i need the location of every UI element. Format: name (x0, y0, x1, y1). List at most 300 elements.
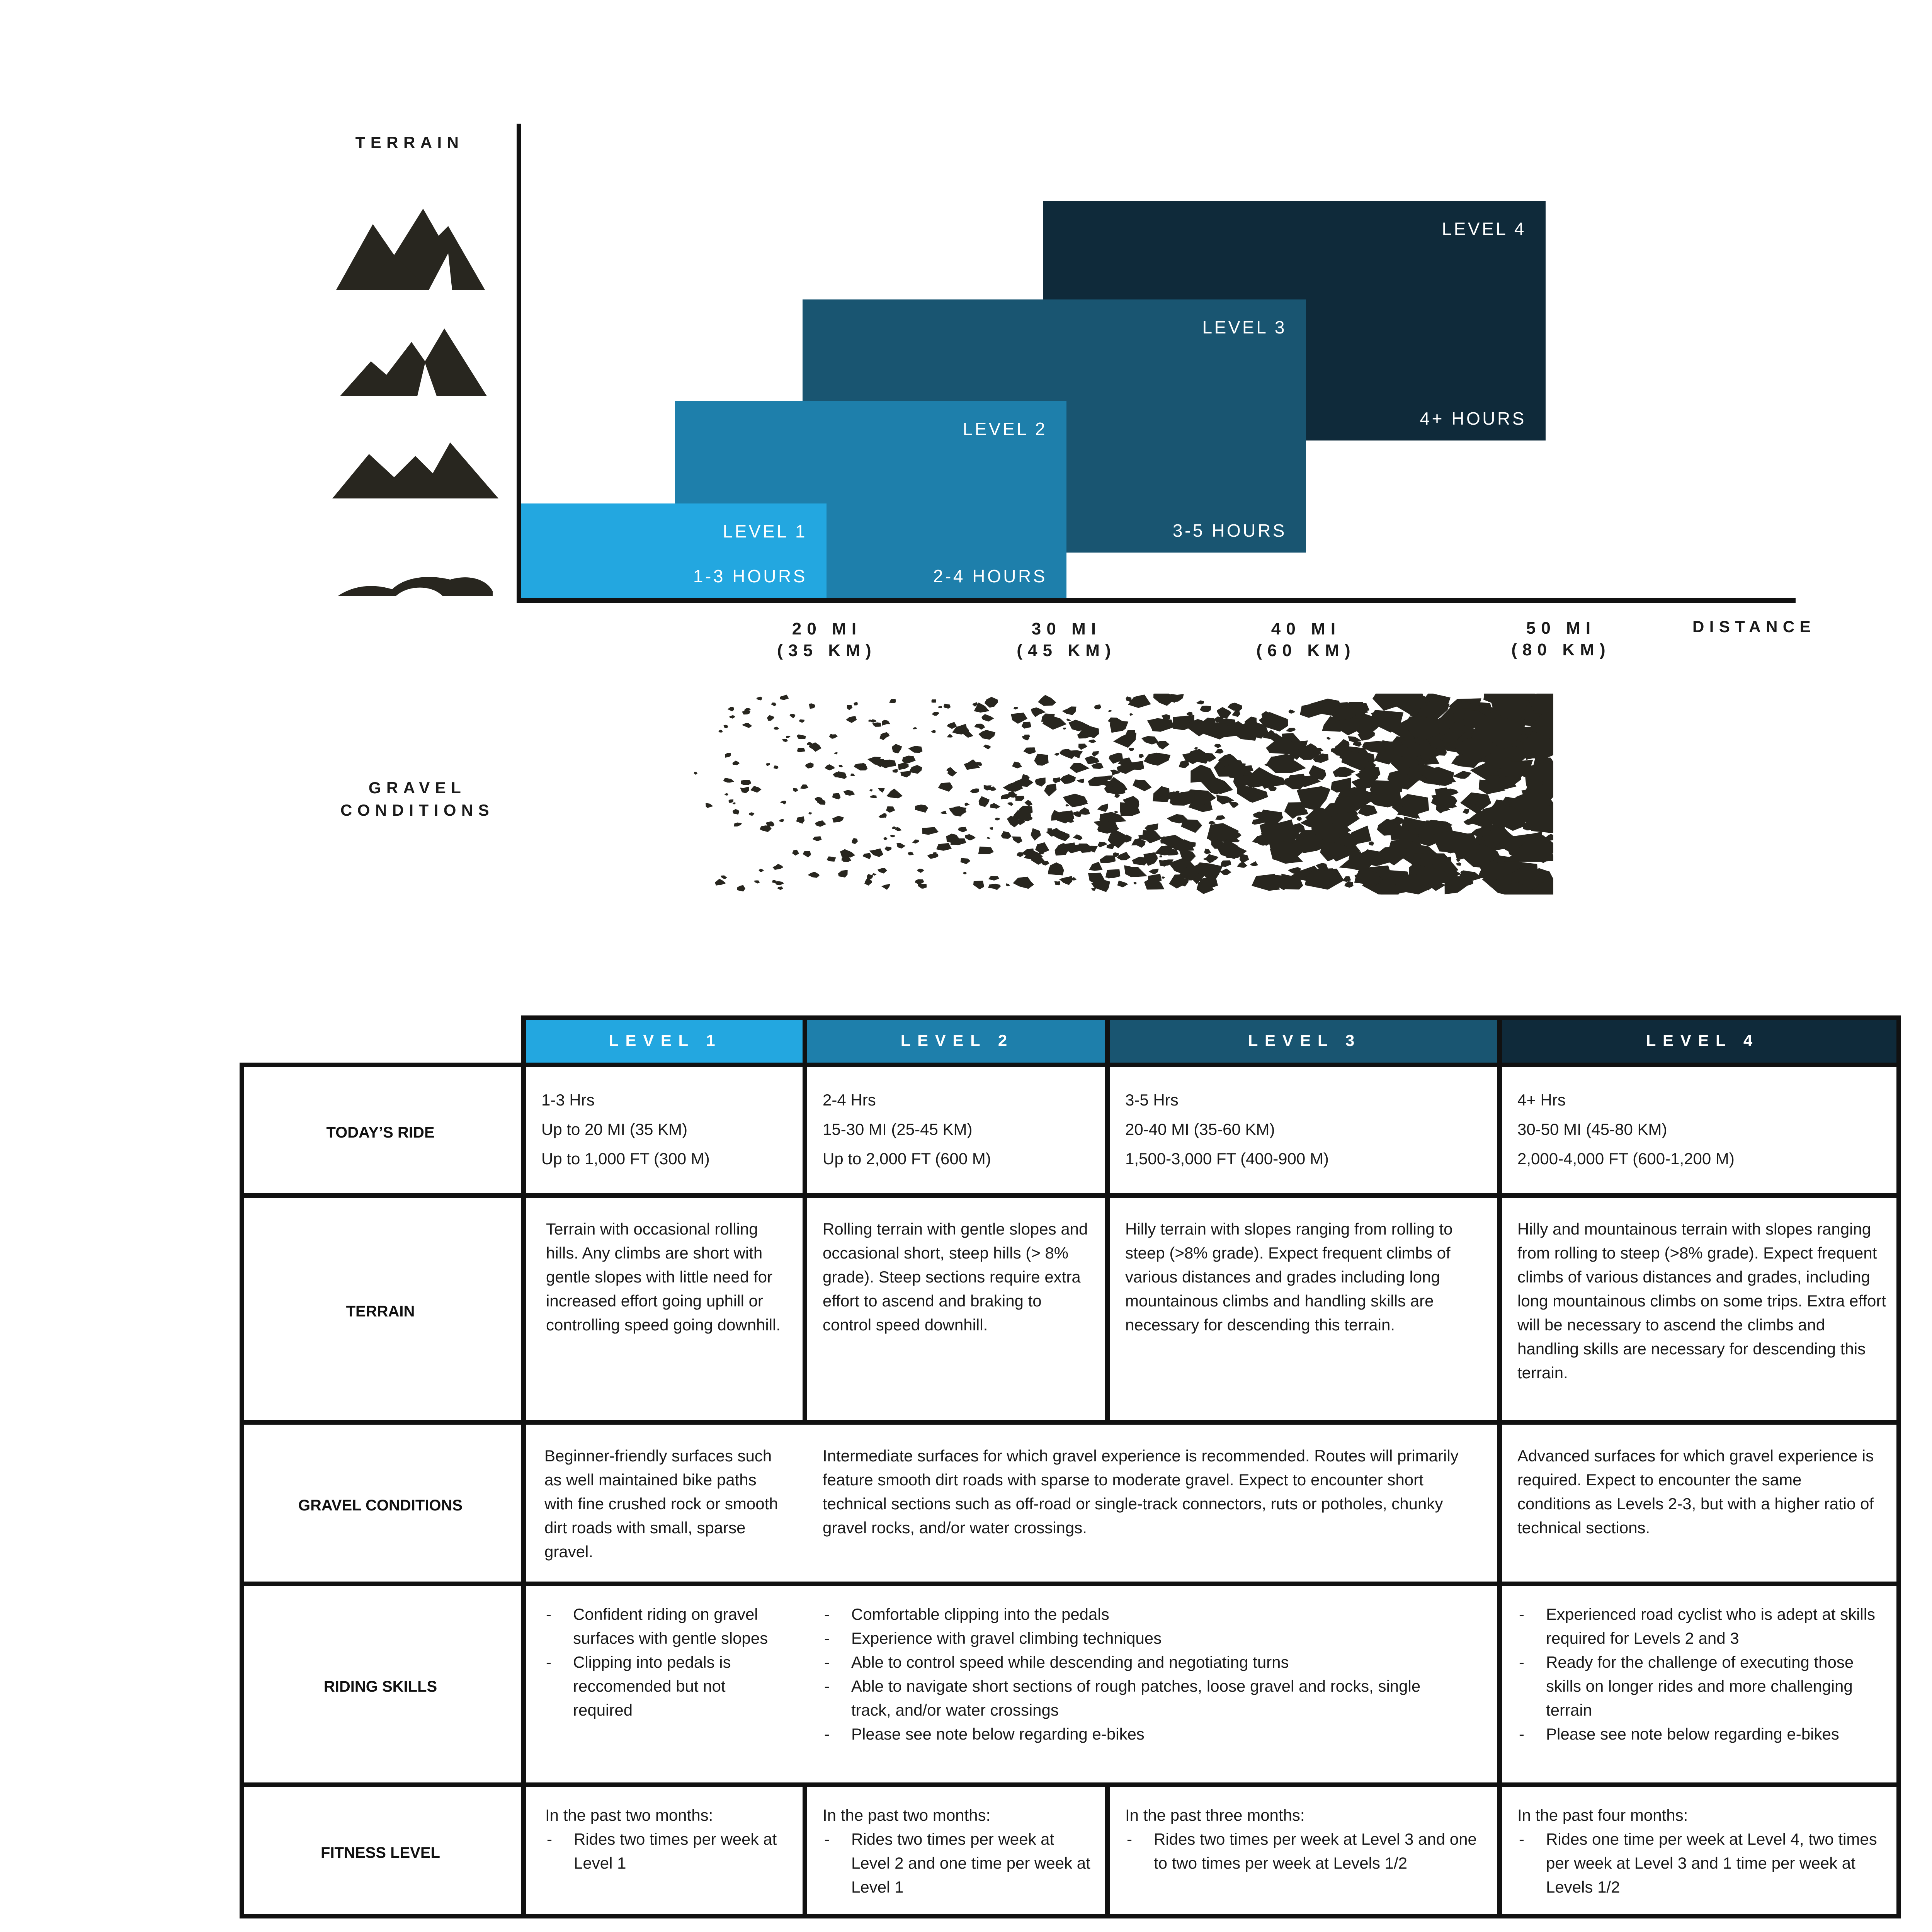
gravel-stone (1073, 834, 1083, 840)
ride-distance: Up to 20 MI (35 KM) (541, 1120, 688, 1138)
gravel-stone (1024, 800, 1032, 806)
todays-ride-level-2 (807, 1072, 1105, 1198)
gravel-stone (1088, 740, 1097, 743)
table-border (1105, 1782, 1110, 1918)
tick-20mi (765, 618, 889, 662)
gravel-stone (793, 788, 798, 792)
table-border (240, 1914, 1901, 1918)
gravel-stone (1196, 701, 1204, 705)
gravel-stone (889, 699, 896, 703)
terrain-level-4: Hilly and mountainous terrain with slopes ranging from rolling to steep (>8% grade). Expect frequent climbs of various distances and grades, including long mountainous climbs on some trips. Extra effort will be necessary to ascend the climbs and handling skills are necessary for descending this terrain. (1517, 1220, 1886, 1382)
gravel-stone (847, 705, 853, 710)
gravel-stone (744, 708, 751, 711)
row-label-gravel-conditions: GRAVEL CONDITIONS (298, 1497, 463, 1514)
gravel-stone (1114, 794, 1120, 798)
fitness-level-4 (1502, 1792, 1901, 1918)
gravel-stone (1031, 828, 1041, 841)
gravel-stone (869, 789, 872, 792)
gravel-stone (936, 843, 952, 851)
gravel-stone (900, 771, 911, 777)
gravel-stone (869, 849, 883, 857)
gravel-stone (1018, 820, 1026, 825)
gravel-stone (862, 853, 871, 859)
gravel-stone (1094, 704, 1102, 709)
gravel-stone (1203, 854, 1219, 861)
gravel-stone (1331, 777, 1351, 793)
gravel-stone (1232, 710, 1240, 717)
list-item: - Rides two times per week at Level 1 (545, 1827, 789, 1875)
gravel-stone (1214, 744, 1221, 748)
gravel-stone (1284, 802, 1306, 819)
activity-level-chart (0, 0, 1932, 927)
gravel-stone (1237, 862, 1247, 868)
gravel-stone (728, 707, 734, 711)
skills-list (544, 1602, 789, 1722)
gravel-stone (767, 715, 774, 721)
gravel-stone (729, 715, 735, 719)
row-label-todays-ride: TODAY’S RIDE (326, 1124, 435, 1141)
level-2-hours: 2-4 HOURS (933, 566, 1047, 586)
gravel-stone (1013, 877, 1034, 889)
gravel-stone (872, 873, 876, 876)
ride-distance: 30-50 MI (45-80 KM) (1517, 1120, 1667, 1138)
gravel-stone (1023, 747, 1036, 754)
gravel-stone (1097, 803, 1108, 812)
gravel-stone (1353, 741, 1362, 747)
ride-hours: 4+ Hrs (1517, 1091, 1566, 1109)
gravel-stone (1110, 720, 1128, 733)
table-border (803, 1782, 807, 1918)
gravel-stone (1153, 786, 1170, 802)
gravel-stone (779, 819, 784, 822)
list-item: - Experienced road cyclist who is adept at skills required for Levels 2 and 3 (1517, 1602, 1878, 1650)
gravel-stone (1066, 718, 1071, 721)
gravel-stone (878, 868, 887, 874)
table-border (521, 1015, 1901, 1020)
gravel-stone (1312, 748, 1323, 752)
level-2-label: LEVEL 2 (963, 419, 1047, 439)
gravel-stone (800, 784, 808, 789)
flat-hills-icon (338, 568, 493, 597)
gravel-stone (1100, 855, 1116, 863)
level-1-hours: 1-3 HOURS (693, 566, 807, 586)
gravel-stone (1139, 754, 1144, 758)
gravel-stone (1288, 867, 1301, 874)
gravel-stone (973, 881, 984, 889)
gravel-stone (872, 723, 881, 727)
gravel-stone (1001, 794, 1011, 799)
gravel-stone (797, 748, 805, 752)
gravel-stone (1160, 855, 1163, 857)
list-item: - Able to navigate short sections of rough patches, loose gravel and rocks, single track, and/or water crossings (823, 1674, 1435, 1722)
gravel-stone (846, 716, 857, 723)
gravel-stone (958, 827, 967, 833)
level-4-hours: 4+ HOURS (1420, 408, 1526, 429)
gravel-stone (1091, 763, 1104, 769)
gravel-stone (983, 745, 991, 749)
gravel-density-graphic (518, 694, 1553, 895)
gravel-stone (837, 771, 847, 779)
gravel-stone (834, 752, 838, 755)
gravel-stone (883, 837, 887, 840)
gravel-stone (813, 836, 822, 841)
gravel-stone (1221, 861, 1231, 867)
skills-level-1 (526, 1591, 803, 1787)
tick-km: (45 KM) (1017, 641, 1116, 660)
gravel-stone (1054, 753, 1059, 756)
gravel-stone (694, 772, 698, 775)
gravel-stone (815, 820, 826, 827)
gravel-stone (947, 722, 957, 729)
table-border (803, 1015, 807, 1425)
gravel-stone (908, 746, 923, 753)
table-border (240, 1420, 1901, 1425)
todays-ride-level-3 (1110, 1072, 1497, 1198)
gravel-stone (944, 704, 951, 709)
gravel-label-line2: CONDITIONS (340, 801, 495, 819)
gravel-stone (741, 780, 752, 785)
tick-mi: 30 MI (1031, 619, 1102, 638)
gravel-stone (706, 803, 713, 808)
gravel-stone (850, 774, 855, 776)
table-border (240, 1063, 1901, 1067)
gravel-stone (1285, 774, 1307, 790)
gravel-stone (1108, 710, 1112, 712)
gravel-stone (1141, 736, 1159, 745)
gravel-stone (838, 870, 848, 878)
row-label-riding-skills: RIDING SKILLS (323, 1678, 437, 1695)
gravel-stone (1022, 722, 1031, 729)
gravel-stone (1215, 815, 1226, 820)
gravel-stone (870, 795, 877, 798)
gravel-stone (1117, 852, 1131, 861)
table-border (240, 1193, 1901, 1198)
gravel-stone (912, 840, 919, 844)
terrain-axis-label: TERRAIN (355, 133, 464, 151)
gravel-stone (1059, 876, 1072, 885)
gravel-stone (1060, 774, 1076, 784)
gravel-stone (918, 884, 927, 889)
gravel-stone (878, 788, 885, 793)
gravel-stone (721, 876, 727, 879)
gravel-stone (715, 879, 726, 886)
gravel-stone (1297, 816, 1302, 821)
gravel-stone (867, 874, 873, 880)
gravel-stone (839, 765, 843, 767)
gravel-stone (1129, 748, 1134, 751)
gravel-stone (1091, 888, 1097, 891)
gravel-stone (896, 843, 905, 849)
gravel-stone (780, 695, 789, 700)
gravel-stone (1220, 869, 1231, 875)
gravel-stone (882, 720, 890, 726)
gravel-stone (931, 730, 936, 733)
gravel-stone (974, 724, 985, 730)
gravel-stone (961, 858, 971, 864)
ride-hours: 3-5 Hrs (1125, 1091, 1179, 1109)
ride-distance: 15-30 MI (25-45 KM) (823, 1120, 973, 1138)
gravel-stone (1044, 784, 1057, 796)
level-3-label: LEVEL 3 (1202, 317, 1287, 337)
gravel-stone (725, 753, 731, 758)
tick-km: (35 KM) (777, 641, 877, 660)
gravel-stone (829, 734, 838, 739)
gravel-stone (1149, 869, 1159, 874)
gravel-stone (1012, 837, 1022, 844)
tick-mi: 50 MI (1526, 619, 1596, 638)
list-item: - Rides two times per week at Level 3 and one to two times per week at Levels 1/2 (1125, 1827, 1483, 1875)
gravel-stone (808, 812, 812, 815)
gravel-stone (979, 796, 990, 807)
gravel-stone (940, 811, 947, 814)
gravel-stone (766, 763, 770, 766)
table-border (240, 1063, 244, 1918)
gravel-stone (1217, 707, 1231, 718)
gravel-stone (728, 799, 733, 803)
gravel-stone (886, 806, 895, 813)
tick-mi: 40 MI (1271, 619, 1341, 638)
gravel-stone (799, 719, 804, 723)
gravel-label-line1: GRAVEL (368, 779, 466, 797)
gravel-stone (854, 702, 858, 706)
gravel-stone (988, 876, 1000, 881)
gravel-stone (938, 706, 942, 708)
gravel-stone (742, 710, 750, 714)
gravel-stone (1300, 816, 1322, 828)
tick-km: (60 KM) (1256, 641, 1356, 660)
skills-levels-2-3 (807, 1591, 1497, 1787)
gravel-stone (1240, 854, 1249, 864)
level-comparison-table (240, 1015, 1901, 1927)
tick-50mi (1499, 617, 1623, 661)
gravel-stone (985, 697, 998, 707)
list-item: - Confident riding on gravel surfaces with gentle slopes (544, 1602, 789, 1650)
gravel-stone (733, 803, 736, 804)
gravel-stone (981, 714, 994, 721)
gravel-stone (740, 787, 749, 793)
ride-distance: 20-40 MI (35-60 KM) (1125, 1120, 1275, 1138)
gravel-stone (990, 803, 1000, 809)
gravel-stone (786, 736, 790, 738)
gravel-stone (777, 886, 783, 890)
gravel-stone (852, 838, 858, 844)
gravel-stone (1014, 796, 1024, 801)
header-level-1: LEVEL 1 (521, 1015, 803, 1066)
todays-ride-level-4 (1502, 1072, 1901, 1198)
ride-elevation: 2,000-4,000 FT (600-1,200 M) (1517, 1150, 1735, 1168)
gravel-stone (1369, 842, 1374, 846)
gravel-stone (988, 884, 1001, 890)
ride-hours: 2-4 Hrs (823, 1091, 876, 1109)
gravel-stone (1252, 874, 1280, 891)
gravel-stone (782, 739, 788, 742)
gravel-stone (774, 727, 779, 730)
gravel-stone (796, 816, 805, 824)
fitness-list (1517, 1827, 1887, 1899)
gravel-stone (1062, 706, 1076, 715)
table-border (1896, 1015, 1901, 1918)
gravel-stone (1443, 789, 1459, 795)
gravel-stone (1035, 777, 1046, 786)
gravel-stone (1070, 763, 1090, 773)
gravel-stone (825, 764, 835, 770)
gravel-stone (1204, 849, 1211, 854)
gravel-level-4: Advanced surfaces for which gravel experience is required. Expect to encounter the same conditions as Levels 2-3, but with a higher ratio of technical sections. (1517, 1447, 1874, 1537)
gravel-stone (808, 872, 819, 878)
level-1-block (521, 503, 827, 598)
gravel-stone (978, 847, 994, 854)
gravel-stone (772, 864, 783, 870)
gravel-stone (1132, 857, 1149, 866)
gravel-stone (898, 762, 908, 770)
gravel-stone (987, 837, 991, 839)
gravel-stone (1114, 811, 1118, 813)
gravel-stone (978, 730, 995, 740)
gravel-stone (792, 850, 799, 856)
gravel-stone (932, 712, 939, 716)
list-item: - Please see note below regarding e-bikes (1517, 1722, 1878, 1746)
gravel-stone (759, 869, 764, 872)
gravel-stone (774, 765, 779, 769)
fitness-list (823, 1827, 1091, 1899)
gravel-stone (890, 835, 895, 838)
ride-elevation: Up to 1,000 FT (300 M) (541, 1150, 710, 1168)
gravel-stone (733, 809, 740, 815)
gravel-stone (790, 714, 796, 718)
fitness-intro: In the past two months: (823, 1806, 991, 1824)
gravel-stone (1133, 779, 1151, 791)
ride-elevation: 1,500-3,000 FT (400-900 M) (1125, 1150, 1329, 1168)
list-item: - Ready for the challenge of executing those skills on longer rides and more challenging terrain (1517, 1650, 1878, 1722)
gravel-stone (805, 762, 814, 769)
tick-30mi (1005, 618, 1128, 662)
gravel-stone (1209, 821, 1216, 825)
gravel-stone (932, 699, 936, 702)
gravel-stone (902, 756, 916, 764)
x-axis (517, 598, 1796, 603)
gravel-stone (1145, 753, 1171, 766)
gravel-stone (970, 788, 979, 793)
gravel-stone (1063, 728, 1066, 730)
gravel-stone (1092, 751, 1099, 757)
table-border (1105, 1015, 1110, 1425)
row-label-fitness-level: FITNESS LEVEL (321, 1844, 440, 1861)
gravel-stone (1345, 881, 1354, 888)
gravel-stone (803, 851, 811, 857)
gravel-stone (1105, 869, 1121, 879)
ride-elevation: Up to 2,000 FT (600 M) (823, 1150, 991, 1168)
gravel-stone (927, 854, 939, 859)
list-item: - Able to control speed while descending and negotiating turns (823, 1650, 1435, 1674)
fitness-level-2 (807, 1792, 1105, 1918)
header-level-2: LEVEL 2 (803, 1015, 1105, 1066)
steep-mountains-icon (336, 209, 491, 294)
gravel-stone (1113, 733, 1136, 748)
gravel-stone (1038, 695, 1056, 706)
list-item: - Please see note below regarding e-bikes (823, 1722, 1435, 1746)
list-item: - Comfortable clipping into the pedals (823, 1602, 1435, 1626)
gravel-stone (990, 827, 993, 830)
gravel-levels-2-3: Intermediate surfaces for which gravel experience is recommended. Routes will primarily feature smooth dirt roads with sparse to moderate gravel. Expect to encounter short technical sections such as off-road or single-track connectors, ruts or potholes, chunky gravel rocks, and/or water crossings. (823, 1447, 1459, 1537)
skills-level-4 (1502, 1591, 1901, 1787)
gravel-stone (908, 852, 914, 855)
gravel-stone (1208, 836, 1216, 841)
gravel-stone (917, 869, 925, 873)
gravel-stone (1001, 831, 1012, 839)
gravel-stone (1131, 838, 1146, 848)
gravel-stone (913, 727, 917, 729)
level-1-label: LEVEL 1 (723, 521, 807, 541)
gravel-stone (1034, 754, 1049, 766)
gravel-stone (963, 872, 967, 874)
gravel-stone (1144, 877, 1164, 890)
gravel-stone (1215, 749, 1224, 754)
gravel-stone (732, 760, 740, 765)
gravel-stone (893, 769, 898, 773)
gravel-stone (1014, 707, 1018, 709)
fitness-intro: In the past four months: (1517, 1806, 1688, 1824)
gravel-stone (724, 725, 728, 728)
gravel-stone (1126, 696, 1131, 702)
gravel-stone (915, 804, 928, 813)
skills-list (823, 1602, 1435, 1746)
rolling-mountains-icon (332, 442, 498, 500)
gravel-stone (1012, 762, 1022, 769)
gravel-stone (947, 734, 953, 738)
level-3-hours: 3-5 HOURS (1172, 520, 1287, 541)
gravel-stone (1228, 802, 1238, 808)
list-item: - Rides two times per week at Level 2 and one time per week at Level 1 (823, 1827, 1091, 1899)
gravel-stone (1342, 876, 1351, 882)
gravel-stone (1266, 755, 1306, 773)
gravel-stone (742, 723, 752, 728)
distance-axis-label: DISTANCE (1692, 617, 1816, 636)
gravel-stone (1286, 728, 1296, 732)
gravel-conditions-label (332, 777, 502, 821)
gravel-level-1: Beginner-friendly surfaces such as well maintained bike paths with fine crushed rock or smooth dirt roads with small, sparse gravel. (544, 1447, 778, 1561)
gravel-stone (719, 730, 723, 733)
gravel-stone (995, 818, 1000, 821)
gravel-stone (1006, 883, 1010, 886)
gravel-stone (749, 812, 754, 816)
gravel-stone (1098, 842, 1107, 847)
gravel-stone (1336, 718, 1360, 735)
gravel-stone (809, 703, 816, 709)
gravel-stone (1327, 737, 1331, 740)
gravel-stone (1452, 771, 1471, 779)
table-border (521, 1015, 526, 1918)
gravel-stone (881, 884, 890, 890)
gravel-stone (1162, 876, 1165, 879)
gravel-stone (1077, 779, 1084, 783)
gravel-stone (780, 801, 786, 804)
fitness-intro: In the past two months: (545, 1806, 713, 1824)
table-border (240, 1582, 1901, 1586)
gravel-stone (844, 790, 855, 796)
gravel-stone (1089, 862, 1102, 871)
header-level-3: LEVEL 3 (1105, 1015, 1497, 1066)
fitness-level-1 (526, 1792, 803, 1918)
gravel-stone (1333, 767, 1355, 777)
gravel-stone (723, 778, 735, 783)
terrain-level-2: Rolling terrain with gentle slopes and occasional short, steep hills (> 8% grade). Steep sections require extra effort to ascend and braking to control speed downhill. (823, 1220, 1088, 1334)
todays-ride-level-1 (526, 1072, 803, 1198)
list-item: - Clipping into pedals is reccomended but not required (544, 1650, 789, 1722)
header-level-4: LEVEL 4 (1497, 1015, 1901, 1066)
gravel-stone (965, 834, 976, 840)
tick-mi: 20 MI (792, 619, 862, 638)
gravel-stone (1129, 713, 1133, 716)
